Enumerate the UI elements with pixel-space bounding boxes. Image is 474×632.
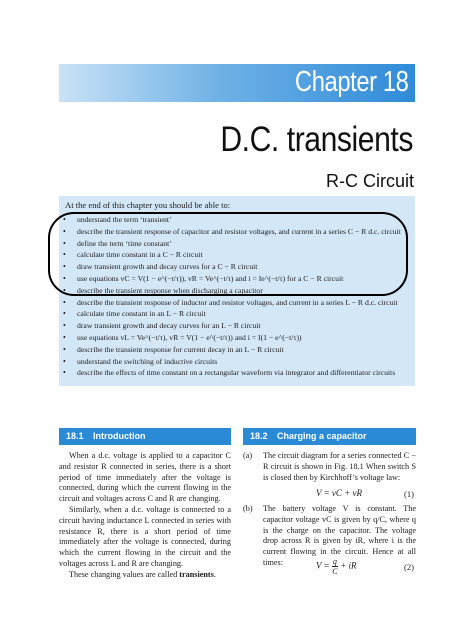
bullet-icon: • bbox=[63, 309, 66, 319]
item-label: (a) bbox=[243, 451, 253, 460]
paragraph: When a d.c. voltage is applied to a capacitor C and resistor R connected in series, there is a short period of time immediately after the voltage is connected, during which the current flowing in the circuit and voltages across C and R are changing. bbox=[59, 451, 231, 504]
section-header-introduction bbox=[59, 428, 231, 445]
equation-charge: V = $\frac{q}{C}$ + iR bbox=[316, 557, 357, 576]
bullet-icon: • bbox=[63, 332, 66, 342]
paragraph: These changing values are called transients. bbox=[69, 569, 216, 579]
fraction: $\frac{q}{C}$ bbox=[332, 557, 338, 576]
bullet-icon: • bbox=[63, 226, 66, 236]
bullet-icon: • bbox=[63, 238, 66, 248]
objectives-list bbox=[59, 214, 401, 379]
bullet-icon: • bbox=[63, 321, 66, 331]
bullet-icon: • bbox=[63, 215, 66, 224]
list-item: • describe the transient response when discharging a capacitor bbox=[63, 285, 263, 295]
list-item: • use equations vL = Ve^(−t/τ), vR = V(1 − e^(−t/τ)) and i = I(1 − e^(−t/τ)) bbox=[63, 332, 302, 342]
chapter-banner bbox=[59, 64, 415, 102]
list-item: • calculate time constant in a C − R circuit bbox=[63, 250, 203, 260]
bullet-icon: • bbox=[63, 344, 66, 354]
equation-number: (1) bbox=[404, 489, 414, 499]
list-item: • describe the effects of time constant on a rectangular waveform via integrator and differentiator circuits bbox=[63, 368, 396, 378]
list-item-a bbox=[243, 451, 463, 487]
equation-number: (2) bbox=[404, 562, 414, 572]
bullet-icon: • bbox=[63, 297, 66, 307]
list-item: • understand the switching of inductive circuits bbox=[63, 356, 218, 366]
list-item: • describe the transient response of capacitor and resistor voltages, and current in a series C − R d.c. circuit bbox=[63, 226, 401, 236]
list-item: • understand the term ‘transient’ bbox=[63, 215, 172, 224]
page-title: D.C. transients bbox=[220, 120, 413, 159]
list-item: • calculate time constant in an L − R circuit bbox=[63, 309, 206, 319]
section-title: Introduction bbox=[93, 431, 146, 441]
bullet-icon: • bbox=[63, 368, 66, 378]
bullet-icon: • bbox=[63, 262, 66, 272]
introduction-body bbox=[59, 451, 231, 581]
item-text: The circuit diagram for a series connected C − R circuit is shown in Fig. 18.1 When switch S is closed then by Kirchhoff’s voltage law: bbox=[263, 451, 416, 482]
list-item: • describe the transient response for current decay in an L − R circuit bbox=[63, 344, 284, 354]
list-item: • draw transient growth and decay curves for a C − R circuit bbox=[63, 262, 258, 272]
section-number: 18.1 bbox=[66, 431, 84, 441]
list-item: • draw transient growth and decay curves for an L − R circuit bbox=[63, 321, 261, 331]
paragraph: Similarly, when a d.c. voltage is connected to a circuit having inductance L connected in series with resistance R, there is a short period of time immediately after the voltage is connected, during which the current flowing in the circuit and the voltages across L and R are changing. bbox=[59, 504, 231, 568]
bullet-icon: • bbox=[63, 356, 66, 366]
list-item: • describe the transient response of inductor and resistor voltages, and current in a series L − R d.c. circuit bbox=[63, 297, 398, 307]
bullet-icon: • bbox=[63, 285, 66, 295]
equation-kvl: V = vC + vR bbox=[316, 488, 362, 498]
section-title: Charging a capacitor bbox=[277, 431, 367, 441]
item-text: The battery voltage V is constant. The capacitor voltage vC is given by q/C, where q is the charge on the capacitor. The voltage drop across R is given by iR, where i is the current flowing in the circuit. Hence at all times: bbox=[263, 504, 416, 567]
list-item: • use equations vC = V(1 − e^(−t/τ)), vR = Ve^(−t/τ) and i = Ie^(−t/τ) for a C − R circuit bbox=[63, 273, 344, 283]
bullet-icon: • bbox=[63, 250, 66, 260]
bullet-icon: • bbox=[63, 273, 66, 283]
item-label: (b) bbox=[243, 504, 253, 513]
list-item: • define the term ‘time constant’ bbox=[63, 238, 172, 248]
chapter-label: Chapter 18 bbox=[294, 66, 408, 98]
page-subtitle: R-C Circuit bbox=[326, 171, 414, 191]
section-number: 18.2 bbox=[250, 431, 268, 441]
objectives-intro: At the end of this chapter you should be able to: bbox=[65, 200, 231, 210]
section-header-charging bbox=[243, 428, 416, 445]
objectives-box bbox=[59, 196, 415, 386]
term-transients: transients bbox=[179, 569, 214, 579]
